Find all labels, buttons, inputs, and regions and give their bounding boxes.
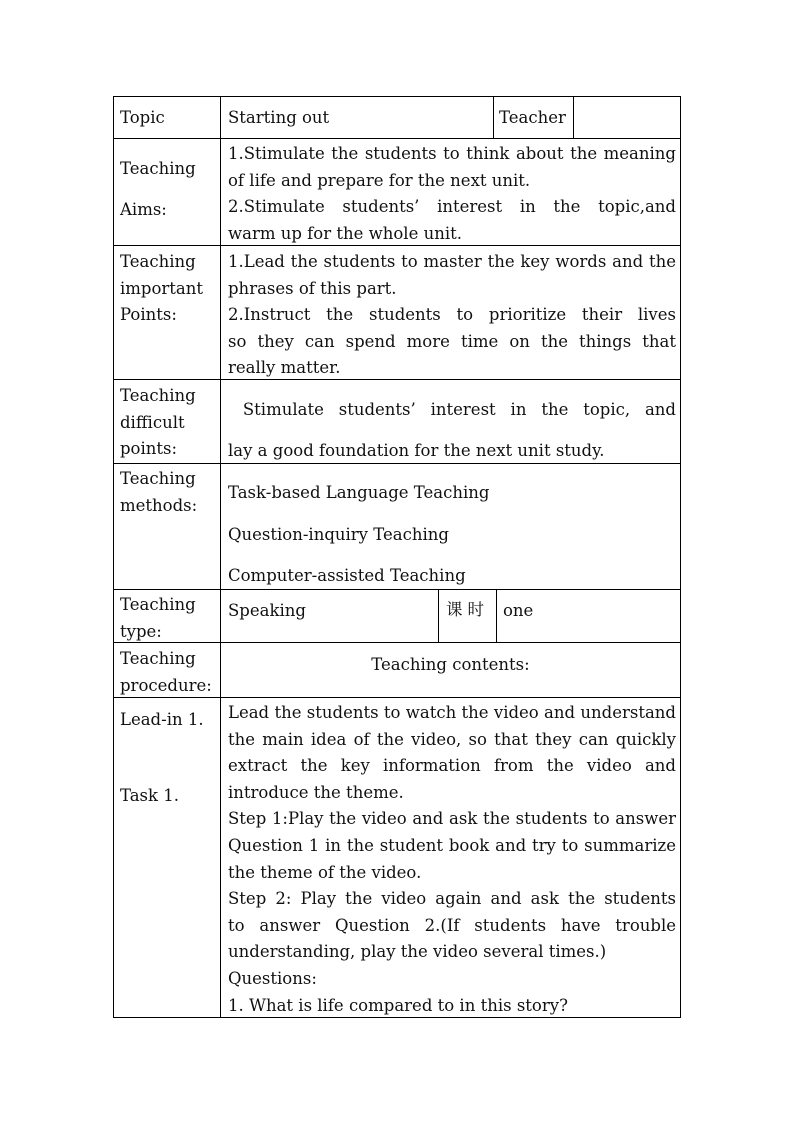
period-value: one [503,601,534,620]
difficult-label [120,383,196,463]
aims-label [120,148,196,230]
text-line: introduce the theme. [228,782,404,802]
text-line: 2.Stimulate students’ interest in the topic,and [228,197,676,217]
text-line: Questions: [228,968,317,988]
label-line: Teaching [120,159,196,178]
difficult-text [228,389,676,471]
label-line: methods: [120,495,198,515]
text-line: lay a good foundation for the next unit study. [228,441,605,460]
text-line: the main idea of the video, so that they can quickly [228,729,676,749]
text-line: 1. What is life compared to in this story? [228,995,568,1015]
text-line: so they can spend more time on the things that [228,331,676,351]
text-line: Lead the students to watch the video and understand [228,703,676,722]
text-line: 1.Stimulate the students to think about the meaning [228,144,676,163]
text-line: Computer-assisted Teaching [228,566,466,585]
text-line: to answer Question 2.(If students have trouble [228,915,676,935]
text-line: Question-inquiry Teaching [228,524,449,544]
label-line: procedure: [120,675,212,695]
topic-value: Starting out [228,108,330,127]
text-line: Step 2: Play the video again and ask the students [228,889,676,909]
label-line: Teaching [120,386,196,405]
text-line: 2.Instruct the students to prioritize their lives [228,305,676,325]
text-line: extract the key information from the video and [228,756,676,776]
aims-text [228,141,676,247]
text-line: understanding, play the video several times.) [228,942,607,962]
period-label: 课时 [446,600,489,619]
label-line: points: [120,439,178,459]
text-line: Step 1:Play the video and ask the students to answer [228,809,676,829]
task-label: Task 1. [120,786,180,805]
text-line: the theme of the video. [228,862,422,882]
label-line: Points: [120,305,177,325]
important-label [120,249,203,329]
important-text [228,249,676,382]
text-line: phrases of this part. [228,278,397,298]
label-line: Teaching [120,595,196,614]
label-line: Teaching [120,469,196,488]
label-line: important [120,278,204,298]
lead-in-text [228,700,676,1019]
text-line: Task-based Language Teaching [228,483,490,502]
text-line: 1.Lead the students to master the key words and the [228,252,676,271]
type-label [120,592,196,645]
label-line: Teaching [120,252,196,271]
label-line: type: [120,621,162,641]
text-line: of life and prepare for the next unit. [228,170,531,190]
type-value: Speaking [228,601,306,620]
lead-in-label: Lead-in 1. [120,710,204,729]
label-line: Teaching [120,649,196,668]
text-line: Stimulate students’ interest in the topic, and [228,400,676,419]
label-line: difficult [120,412,185,432]
text-line: really matter. [228,358,341,378]
label-line: Aims: [120,200,167,219]
methods-text [228,472,489,597]
procedure-label [120,646,212,699]
methods-label [120,466,197,519]
teacher-label: Teacher [499,108,566,127]
text-line: warm up for the whole unit. [228,223,462,243]
text-line: Question 1 in the student book and try to summarize [228,835,676,855]
topic-label: Topic [120,108,165,127]
procedure-heading: Teaching contents: [371,655,530,674]
